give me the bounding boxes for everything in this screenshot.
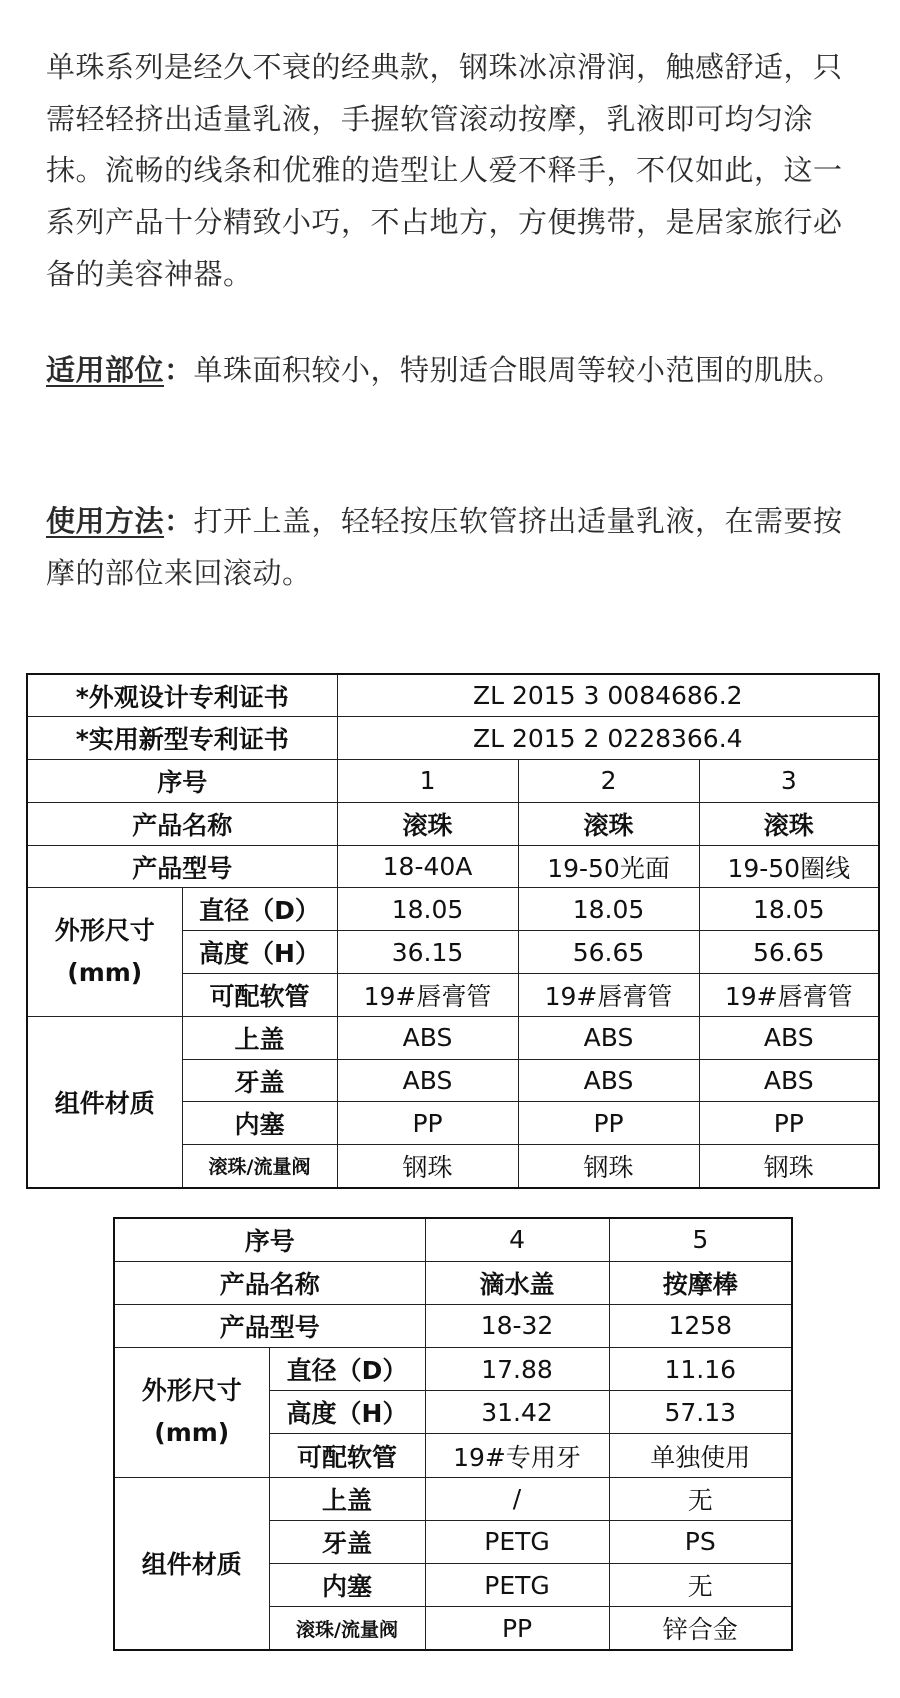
- cell-index: 1: [337, 760, 518, 803]
- cell-diameter: 17.88: [425, 1348, 609, 1391]
- table-row: [27, 802, 879, 845]
- cell-name: 滚珠: [337, 802, 518, 845]
- usage-area-text: 单珠面积较小，特别适合眼周等较小范围的肌肤。: [193, 353, 843, 387]
- table-row: [27, 760, 879, 803]
- row-label-ball: 滚珠/流量阀: [182, 1145, 337, 1188]
- usage-method-paragraph: 使用方法：打开上盖，轻轻按压软管挤出适量乳液，在需要按摩的部位来回滚动。: [46, 504, 843, 590]
- cell-name: 滚珠: [699, 802, 879, 845]
- cell-ball: 钢珠: [699, 1145, 879, 1188]
- cell-tube: 19#唇膏管: [518, 974, 699, 1017]
- usage-area-paragraph: 适用部位：单珠面积较小，特别适合眼周等较小范围的肌肤。: [46, 353, 843, 387]
- cell-tube: 单独使用: [609, 1434, 792, 1477]
- cell-ball: 钢珠: [337, 1145, 518, 1188]
- cell-cap: ABS: [337, 1016, 518, 1059]
- cell-name: 滴水盖: [425, 1261, 609, 1304]
- cell-plug: PETG: [425, 1564, 609, 1607]
- row-label-index: 序号: [27, 760, 337, 803]
- row-label-diameter: 直径（D）: [182, 888, 337, 931]
- row-label-thread-cap: 牙盖: [182, 1059, 337, 1102]
- row-label-cap: 上盖: [269, 1477, 425, 1520]
- cell-plug: PP: [518, 1102, 699, 1145]
- row-label-name: 产品名称: [114, 1261, 425, 1304]
- cell-ball: PP: [425, 1607, 609, 1650]
- cell-height: 36.15: [337, 931, 518, 974]
- cell-height: 31.42: [425, 1391, 609, 1434]
- cell-index: 4: [425, 1218, 609, 1261]
- size-group-label: 外形尺寸 (mm): [114, 1348, 269, 1478]
- table-row: [27, 717, 879, 760]
- row-label-model: 产品型号: [114, 1304, 425, 1347]
- cell-plug: 无: [609, 1564, 792, 1607]
- table-row: [114, 1348, 792, 1391]
- spec-table-2: [113, 1217, 793, 1651]
- cell-cap: ABS: [699, 1016, 879, 1059]
- cell-index: 3: [699, 760, 879, 803]
- row-label-height: 高度（H）: [182, 931, 337, 974]
- cell-thread-cap: ABS: [337, 1059, 518, 1102]
- cell-height: 56.65: [518, 931, 699, 974]
- material-group-label: 组件材质: [114, 1477, 269, 1650]
- usage-area-label: 适用部位: [46, 353, 165, 387]
- cell-model: 19-50圈线: [699, 845, 879, 888]
- spec-table-1: [26, 673, 880, 1189]
- cell-name: 滚珠: [518, 802, 699, 845]
- row-label-height: 高度（H）: [269, 1391, 425, 1434]
- cell-diameter: 18.05: [518, 888, 699, 931]
- row-label-plug: 内塞: [269, 1564, 425, 1607]
- row-label-diameter: 直径（D）: [269, 1348, 425, 1391]
- table-row: [114, 1218, 792, 1261]
- cell-model: 19-50光面: [518, 845, 699, 888]
- table-row: [27, 845, 879, 888]
- cell-plug: PP: [699, 1102, 879, 1145]
- row-label-tube: 可配软管: [269, 1434, 425, 1477]
- cell-model: 18-40A: [337, 845, 518, 888]
- patent-utility-label: *实用新型专利证书: [27, 717, 337, 760]
- usage-method-text: 打开上盖，轻轻按压软管挤出适量乳液，在需要按摩的部位来回滚动。: [46, 504, 843, 590]
- table-row: [27, 674, 879, 717]
- usage-method-label: 使用方法: [46, 504, 165, 538]
- material-group-label: 组件材质: [27, 1016, 182, 1187]
- cell-height: 57.13: [609, 1391, 792, 1434]
- cell-name: 按摩棒: [609, 1261, 792, 1304]
- patent-design-label: *外观设计专利证书: [27, 674, 337, 717]
- cell-index: 5: [609, 1218, 792, 1261]
- intro-paragraph: 单珠系列是经久不衰的经典款，钢珠冰凉滑润，触感舒适，只需轻轻挤出适量乳液，手握软管滚动按摩，乳液即可均匀涂抹。流畅的线条和优雅的造型让人爱不释手，不仅如此，这一系列产品十分精致小巧，不占地方，方便携带，是居家旅行必备的美容神器。: [46, 50, 843, 291]
- cell-tube: 19#唇膏管: [699, 974, 879, 1017]
- cell-ball: 锌合金: [609, 1607, 792, 1650]
- row-label-cap: 上盖: [182, 1016, 337, 1059]
- row-label-model: 产品型号: [27, 845, 337, 888]
- cell-model: 1258: [609, 1304, 792, 1347]
- table-row: [114, 1304, 792, 1347]
- cell-thread-cap: PS: [609, 1520, 792, 1563]
- patent-utility-value: ZL 2015 2 0228366.4: [337, 717, 879, 760]
- row-label-thread-cap: 牙盖: [269, 1520, 425, 1563]
- cell-thread-cap: PETG: [425, 1520, 609, 1563]
- cell-model: 18-32: [425, 1304, 609, 1347]
- cell-tube: 19#专用牙: [425, 1434, 609, 1477]
- cell-cap: ABS: [518, 1016, 699, 1059]
- cell-diameter: 11.16: [609, 1348, 792, 1391]
- table-row: [114, 1261, 792, 1304]
- cell-cap: 无: [609, 1477, 792, 1520]
- cell-diameter: 18.05: [337, 888, 518, 931]
- cell-ball: 钢珠: [518, 1145, 699, 1188]
- cell-height: 56.65: [699, 931, 879, 974]
- cell-plug: PP: [337, 1102, 518, 1145]
- row-label-tube: 可配软管: [182, 974, 337, 1017]
- cell-diameter: 18.05: [699, 888, 879, 931]
- row-label-plug: 内塞: [182, 1102, 337, 1145]
- cell-thread-cap: ABS: [699, 1059, 879, 1102]
- cell-index: 2: [518, 760, 699, 803]
- table-row: [27, 1016, 879, 1059]
- table-row: [27, 888, 879, 931]
- cell-thread-cap: ABS: [518, 1059, 699, 1102]
- size-group-label: 外形尺寸 (mm): [27, 888, 182, 1016]
- row-label-index: 序号: [114, 1218, 425, 1261]
- cell-cap: /: [425, 1477, 609, 1520]
- cell-tube: 19#唇膏管: [337, 974, 518, 1017]
- row-label-ball: 滚珠/流量阀: [269, 1607, 425, 1650]
- table-row: [114, 1477, 792, 1520]
- patent-design-value: ZL 2015 3 0084686.2: [337, 674, 879, 717]
- row-label-name: 产品名称: [27, 802, 337, 845]
